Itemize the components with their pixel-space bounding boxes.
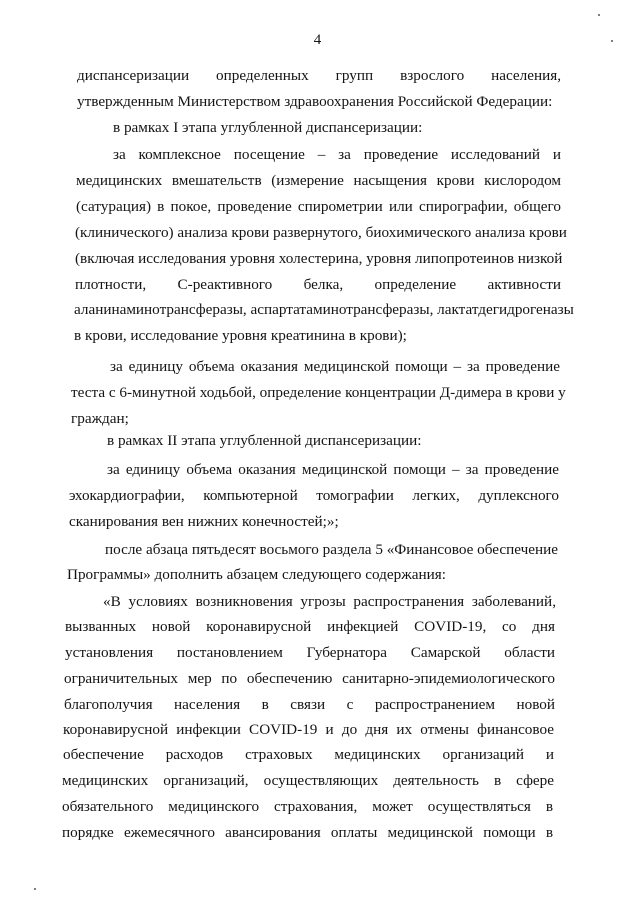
text-line: после абзаца пятьдесят восьмого раздела 5 «Финансовое обеспечение <box>105 541 558 558</box>
text-line: утвержденным Министерством здравоохранения Российской Федерации: <box>77 93 553 110</box>
scan-speck <box>34 888 36 890</box>
text-line: за комплексное посещение – за проведение исследований и <box>113 146 561 163</box>
text-line: за единицу объема оказания медицинской помощи – за проведение <box>110 358 560 375</box>
text-line: в рамках II этапа углубленной диспансеризации: <box>107 432 422 449</box>
text-line: эхокардиографии, компьютерной томографии легких, дуплексного <box>69 487 559 504</box>
text-line: установления постановлением Губернатора Самарской области <box>65 644 555 661</box>
text-line: граждан; <box>71 410 129 427</box>
page-number: 4 <box>313 32 322 48</box>
text-line: благополучия населения в связи с распространением новой <box>64 696 555 713</box>
text-line: сканирования вен нижних конечностей;»; <box>69 513 339 530</box>
text-line: медицинских вмешательств (измерение насыщения крови кислородом <box>76 172 561 189</box>
scan-speck <box>611 40 613 42</box>
text-line: теста с 6-минутной ходьбой, определение концентрации Д-димера в крови у <box>71 384 566 401</box>
text-line: плотности, С-реактивного белка, определение активности <box>75 276 561 293</box>
scan-speck <box>598 14 600 16</box>
text-line: (включая исследования уровня холестерина, уровня липопротеинов низкой <box>75 250 563 267</box>
text-line: (сатурация) в покое, проведение спирометрии или спирографии, общего <box>76 198 561 215</box>
text-line: порядке ежемесячного авансирования оплаты медицинской помощи в <box>62 824 553 841</box>
text-line: «В условиях возникновения угрозы распространения заболеваний, <box>103 593 556 610</box>
text-line: (клинического) анализа крови развернутого, биохимического анализа крови <box>75 224 567 241</box>
text-line: вызванных новой коронавирусной инфекцией COVID-19, со дня <box>65 618 555 635</box>
text-line: медицинских организаций, осуществляющих деятельность в сфере <box>62 772 554 789</box>
text-line: Программы» дополнить абзацем следующего содержания: <box>67 566 446 583</box>
text-line: аланинаминотрансферазы, аспартатаминотрансферазы, лактатдегидрогеназы <box>74 301 574 318</box>
text-line: обязательного медицинского страхования, может осуществляться в <box>62 798 553 815</box>
text-line: коронавирусной инфекции COVID-19 и до дня их отмены финансовое <box>63 721 554 738</box>
text-line: диспансеризации определенных групп взрослого населения, <box>77 67 561 84</box>
text-line: ограничительных мер по обеспечению санитарно-эпидемиологического <box>64 670 555 687</box>
text-line: обеспечение расходов страховых медицинских организаций и <box>63 746 554 763</box>
text-line: в крови, исследование уровня креатинина в крови); <box>74 327 407 344</box>
text-line: в рамках I этапа углубленной диспансеризации: <box>113 119 423 136</box>
text-line: за единицу объема оказания медицинской помощи – за проведение <box>107 461 559 478</box>
